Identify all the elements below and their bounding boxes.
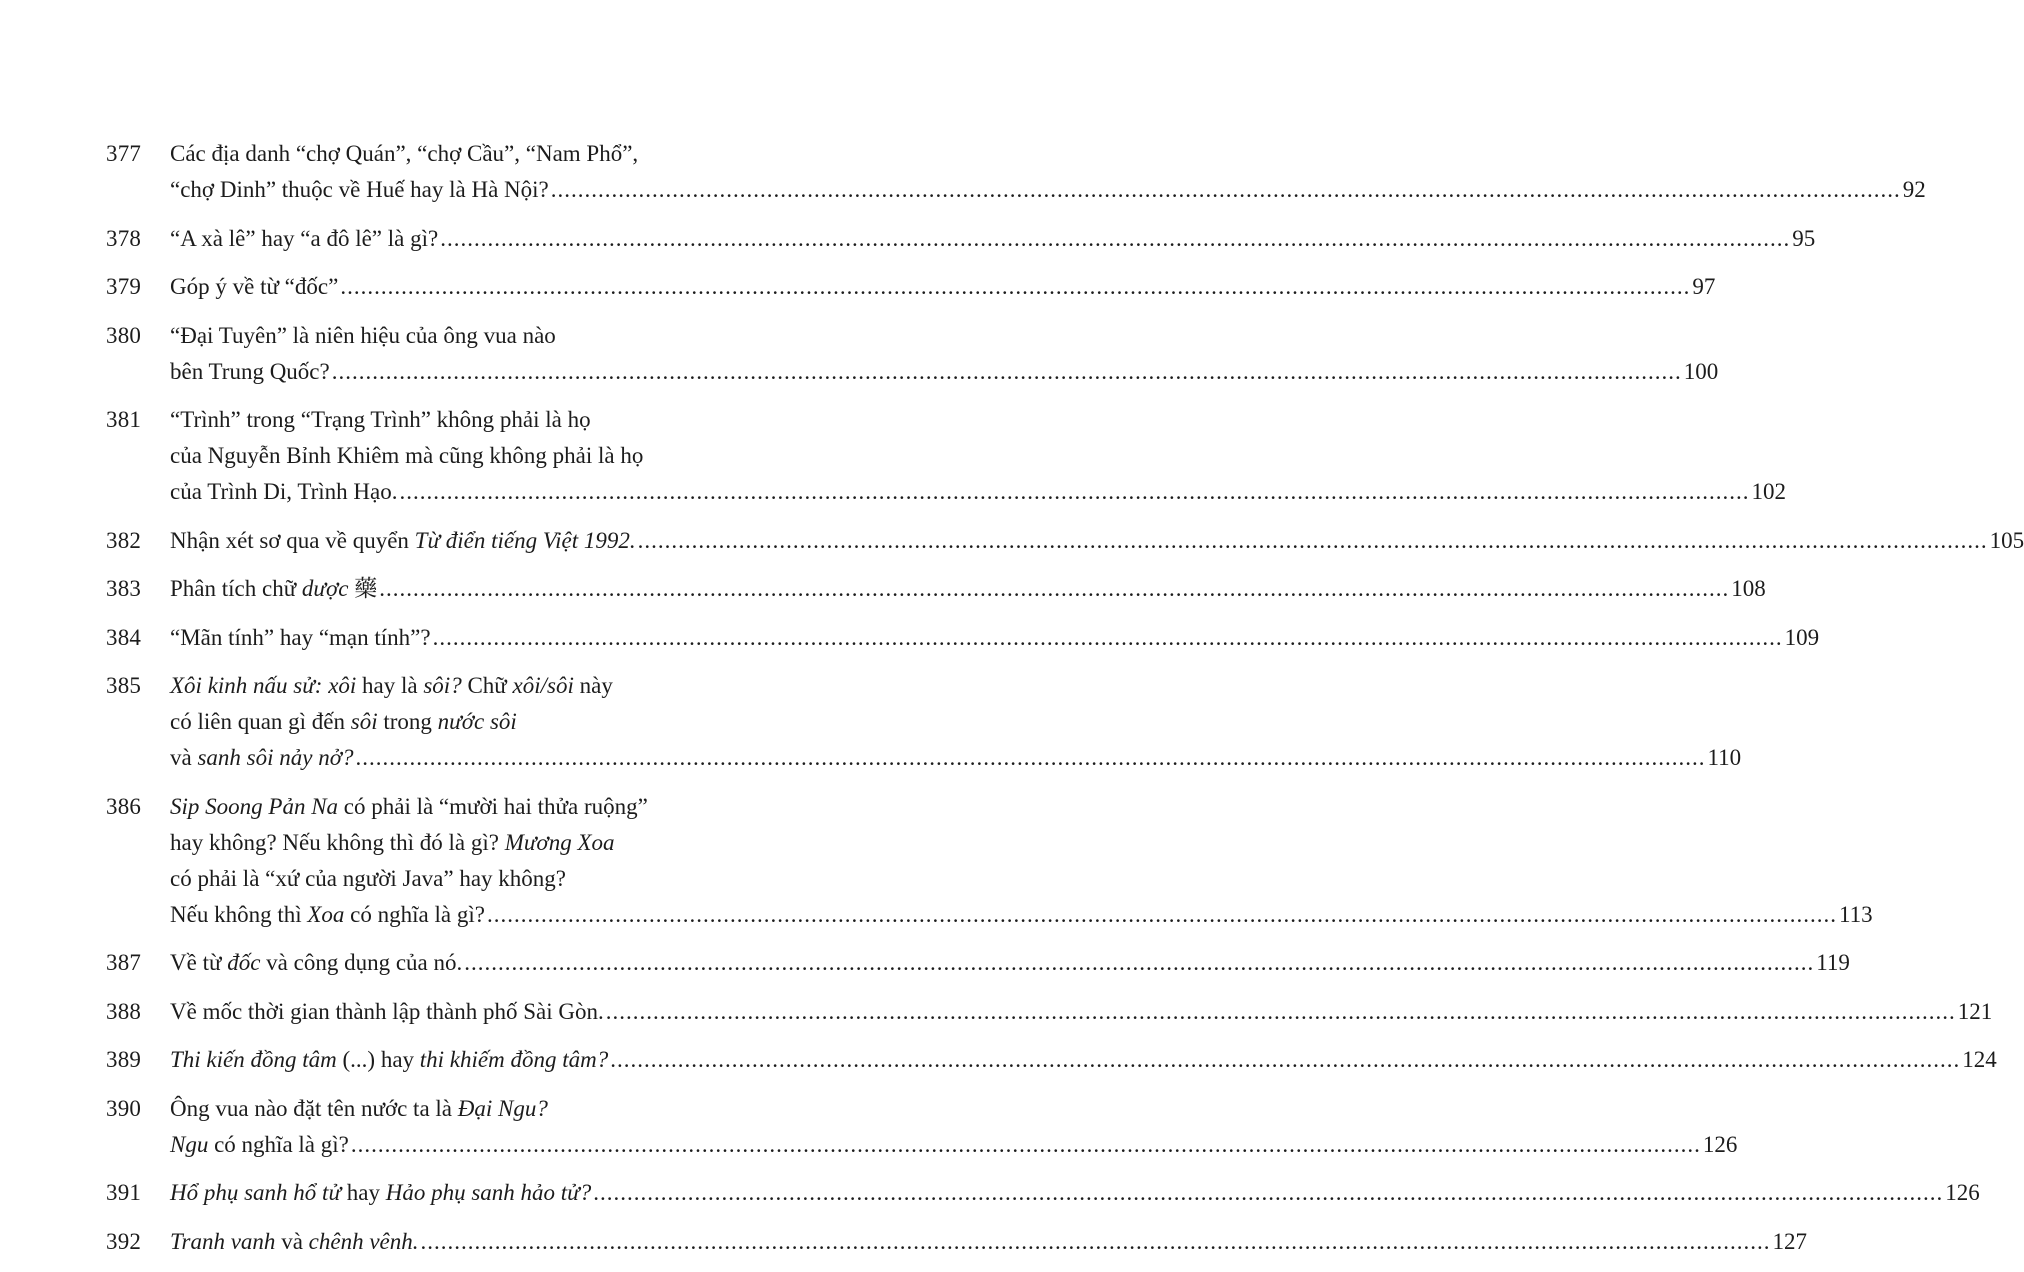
entry-title-text: chênh vênh. bbox=[308, 1228, 419, 1254]
entry-title-line bbox=[170, 402, 694, 438]
dot-leader: ........................................................................................................................................................................................................ bbox=[340, 274, 1691, 299]
toc-entry bbox=[0, 994, 1993, 1030]
entry-title-text: Các địa danh “chợ Quán”, “chợ Cầu”, “Nam Phổ”, bbox=[170, 141, 639, 166]
dot-leader: ........................................................................................................................................................................................................ bbox=[432, 624, 1783, 650]
entry-title-text: Chữ bbox=[461, 673, 513, 698]
toc-entry bbox=[0, 1091, 1738, 1163]
entry-title-line bbox=[170, 438, 694, 474]
page-number: 119 bbox=[1816, 950, 1850, 975]
toc-entry bbox=[0, 136, 1926, 208]
entry-number: 380 bbox=[106, 322, 142, 348]
page-number: 102 bbox=[1751, 479, 1786, 504]
entry-title-text: Hổ phụ sanh hổ tử bbox=[170, 1180, 341, 1205]
entry-title-text: hay không? Nếu không thì đó là gì? bbox=[170, 829, 505, 855]
entry-title-text: (...) hay bbox=[336, 1047, 420, 1072]
entry-title-text: 藥 bbox=[348, 576, 378, 601]
entry-title-line bbox=[170, 897, 1873, 933]
entry-title-text: trong bbox=[377, 709, 438, 734]
dot-leader: ........................................................................................................................................................................................................ bbox=[350, 1131, 1701, 1157]
entry-title-text: Ông vua nào đặt tên nước ta là bbox=[170, 1095, 458, 1121]
entry-title-text: Về mốc thời gian thành lập thành phố Sài Gòn. bbox=[170, 998, 604, 1024]
dot-leader: ........................................................................................................................................................................................................ bbox=[420, 1228, 1771, 1254]
page-number: 100 bbox=[1683, 358, 1719, 384]
entry-title-text: “A xà lê” hay “a đô lê” là gì? bbox=[170, 225, 439, 251]
entry-title-text: dược bbox=[301, 576, 349, 601]
entry-title-line bbox=[170, 221, 1816, 257]
dot-leader: ........................................................................................................................................................................................................ bbox=[331, 358, 1682, 384]
toc-entry bbox=[0, 1042, 1997, 1078]
entry-number: 385 bbox=[106, 673, 142, 698]
entry-title-line bbox=[170, 704, 694, 740]
toc-entry bbox=[0, 620, 1820, 656]
entry-title-line bbox=[170, 269, 1716, 305]
entry-title-text: có phải là “xứ của người Java” hay không? bbox=[170, 865, 567, 891]
entry-number: 391 bbox=[106, 1180, 142, 1205]
entry-title-text: của Trình Di, Trình Hạo. bbox=[170, 479, 398, 504]
toc-entry bbox=[0, 221, 1816, 257]
entry-number: 377 bbox=[106, 141, 142, 166]
entry-title-line bbox=[170, 861, 694, 897]
entry-title-line bbox=[170, 172, 1926, 208]
entry-number: 383 bbox=[106, 576, 142, 601]
entry-title-text: hay là bbox=[356, 673, 424, 698]
entry-title-line bbox=[170, 945, 1850, 981]
entry-number: 381 bbox=[106, 407, 142, 432]
page-number: 121 bbox=[1957, 998, 1993, 1024]
toc-entry bbox=[0, 945, 1850, 981]
toc-entry bbox=[0, 1224, 1807, 1260]
page-number: 105 bbox=[1989, 527, 2024, 553]
dot-leader: ........................................................................................................................................................................................................ bbox=[593, 1180, 1944, 1205]
table-of-contents bbox=[0, 136, 2024, 1272]
toc-entry bbox=[0, 318, 1719, 390]
entry-title-text: Nhận xét sơ qua về quyển bbox=[170, 527, 415, 553]
entry-title-text: Ngu bbox=[170, 1131, 209, 1157]
toc-entry bbox=[0, 269, 1716, 305]
entry-title-line bbox=[170, 740, 1742, 776]
entry-title-line bbox=[170, 571, 1766, 607]
entry-title-line bbox=[170, 994, 1993, 1030]
entry-number: 384 bbox=[106, 624, 142, 650]
entry-title-text: có nghĩa là gì? bbox=[344, 901, 485, 927]
entry-title-text: nước sôi bbox=[437, 709, 517, 734]
entry-title-text: sôi? bbox=[423, 673, 462, 698]
entry-title-line bbox=[170, 318, 694, 354]
entry-title-line bbox=[170, 620, 1820, 656]
entry-title-text: Xôi kinh nấu sử: xôi bbox=[170, 673, 357, 698]
page-number: 108 bbox=[1731, 576, 1766, 601]
entry-title-line bbox=[170, 789, 694, 825]
entry-number: 387 bbox=[106, 950, 142, 975]
entry-title-line bbox=[170, 523, 2024, 559]
dot-leader: ........................................................................................................................................................................................................ bbox=[550, 177, 1901, 202]
page-number: 124 bbox=[1962, 1047, 1997, 1072]
entry-title-text: sôi bbox=[350, 709, 378, 734]
entry-title-text: Đại Ngu? bbox=[457, 1095, 548, 1121]
entry-number: 382 bbox=[106, 527, 142, 553]
page-number: 127 bbox=[1772, 1228, 1807, 1254]
entry-title-line bbox=[170, 825, 694, 861]
entry-title-text: Nếu không thì bbox=[170, 901, 308, 927]
dot-leader: ........................................................................................................................................................................................................ bbox=[637, 527, 1988, 553]
dot-leader: ........................................................................................................................................................................................................ bbox=[399, 479, 1750, 504]
entry-title-text: bên Trung Quốc? bbox=[170, 358, 330, 384]
entry-title-text: Tranh vanh bbox=[170, 1228, 276, 1254]
entry-title-text: Sip Soong Pản Na bbox=[170, 793, 339, 819]
entry-title-text: hay bbox=[341, 1180, 386, 1205]
toc-entry bbox=[0, 668, 1742, 776]
dot-leader: ........................................................................................................................................................................................................ bbox=[486, 901, 1837, 927]
entry-title-text: Phân tích chữ bbox=[170, 576, 302, 601]
toc-entry bbox=[0, 402, 1786, 510]
entry-number: 379 bbox=[106, 274, 142, 299]
entry-title-text: “Trình” trong “Trạng Trình” không phải là họ bbox=[170, 407, 591, 432]
entry-title-text: Hảo phụ sanh hảo tử? bbox=[385, 1180, 592, 1205]
entry-title-text: này bbox=[573, 673, 613, 698]
entry-title-text: có liên quan gì đến bbox=[170, 709, 351, 734]
entry-title-line bbox=[170, 1091, 694, 1127]
entry-title-line bbox=[170, 668, 694, 704]
entry-title-text: có phải là “mười hai thửa ruộng” bbox=[338, 793, 648, 819]
entry-number: 392 bbox=[106, 1228, 142, 1254]
toc-entry bbox=[0, 571, 1766, 607]
page-number: 92 bbox=[1902, 177, 1926, 202]
entry-title-text: xôi/sôi bbox=[512, 673, 574, 698]
entry-title-text: đốc bbox=[227, 950, 261, 975]
dot-leader: ........................................................................................................................................................................................................ bbox=[379, 576, 1730, 601]
entry-title-line bbox=[170, 136, 694, 172]
entry-number: 389 bbox=[106, 1047, 142, 1072]
page-number: 110 bbox=[1707, 745, 1742, 770]
entry-title-text: của Nguyễn Bỉnh Khiêm mà cũng không phải là họ bbox=[170, 443, 644, 468]
entry-title-text: và công dụng của nó. bbox=[260, 950, 463, 975]
page-number: 95 bbox=[1792, 225, 1816, 251]
page-number: 97 bbox=[1692, 274, 1716, 299]
entry-title-text: có nghĩa là gì? bbox=[208, 1131, 349, 1157]
page-number: 113 bbox=[1838, 901, 1873, 927]
entry-title-text: “Mãn tính” hay “mạn tính”? bbox=[170, 624, 431, 650]
dot-leader: ........................................................................................................................................................................................................ bbox=[440, 225, 1791, 251]
toc-entry bbox=[0, 523, 2024, 559]
dot-leader: ........................................................................................................................................................................................................ bbox=[610, 1047, 1961, 1072]
entry-title-text: Thi kiến đồng tâm bbox=[170, 1047, 337, 1072]
page-number: 109 bbox=[1784, 624, 1820, 650]
entry-title-line bbox=[170, 474, 1786, 510]
dot-leader: ........................................................................................................................................................................................................ bbox=[355, 745, 1706, 770]
entry-number: 388 bbox=[106, 998, 142, 1024]
entry-title-text: sanh sôi nảy nở? bbox=[197, 745, 354, 770]
entry-title-text: và bbox=[275, 1228, 309, 1254]
dot-leader: ........................................................................................................................................................................................................ bbox=[464, 950, 1815, 975]
entry-title-text: Về từ bbox=[170, 950, 228, 975]
entry-title-text: thi khiếm đồng tâm? bbox=[419, 1047, 609, 1072]
entry-number: 378 bbox=[106, 225, 142, 251]
toc-entry bbox=[0, 789, 1873, 933]
entry-title-line bbox=[170, 1127, 1738, 1163]
page-number: 126 bbox=[1945, 1180, 1980, 1205]
toc-entry bbox=[0, 1175, 1980, 1211]
entry-title-text: Mương Xoa bbox=[504, 829, 615, 855]
entry-title-line bbox=[170, 1224, 1807, 1260]
entry-title-text: Từ điển tiếng Việt 1992. bbox=[414, 527, 636, 553]
entry-title-text: Góp ý về từ “đốc” bbox=[170, 274, 339, 299]
page-number: 126 bbox=[1702, 1131, 1738, 1157]
entry-title-text: Xoa bbox=[307, 901, 345, 927]
entry-title-line bbox=[170, 1042, 1997, 1078]
entry-title-line bbox=[170, 1175, 1980, 1211]
entry-title-text: “Đại Tuyên” là niên hiệu của ông vua nào bbox=[170, 322, 556, 348]
entry-title-text: và bbox=[170, 745, 198, 770]
entry-title-line bbox=[170, 354, 1719, 390]
dot-leader: ........................................................................................................................................................................................................ bbox=[605, 998, 1956, 1024]
entry-title-text: “chợ Dinh” thuộc về Huế hay là Hà Nội? bbox=[170, 177, 549, 202]
entry-number: 386 bbox=[106, 793, 142, 819]
entry-number: 390 bbox=[106, 1095, 142, 1121]
